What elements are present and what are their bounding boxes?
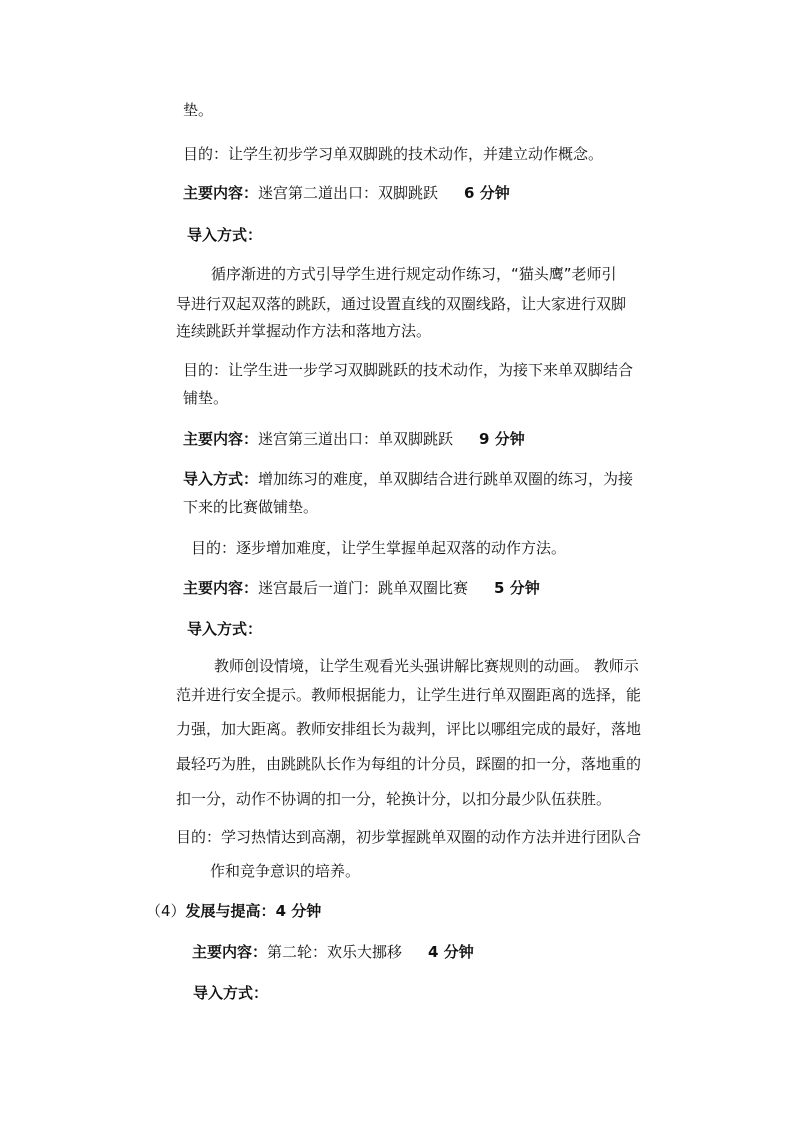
intro-method-heading: 导入方式： — [193, 984, 269, 1002]
intro-method-heading: 导入方式： — [187, 620, 263, 638]
main-content-text: 迷宫第二道出口：双脚跳跃 — [258, 184, 439, 202]
duration-text: 4 分钟 — [428, 943, 474, 961]
duration-text: 4 分钟 — [275, 902, 322, 920]
intro-method-label: 导入方式： — [183, 470, 259, 488]
main-content-label: 主要内容： — [183, 579, 259, 597]
paragraph-line: 作和竞争意识的培养。 — [210, 862, 361, 880]
main-content-label: 主要内容： — [183, 430, 259, 448]
intro-method-text: 增加练习的难度，单双脚结合进行跳单双圈的练习，为接 — [258, 470, 634, 488]
section-title: 发展与提高： — [185, 902, 276, 920]
main-content-line — [183, 183, 510, 203]
paragraph-line: 扣一分，动作不协调的扣一分，轮换计分，以扣分最少队伍获胜。 — [176, 790, 612, 808]
paragraph-line: 下来的比赛做铺垫。 — [183, 498, 319, 516]
main-content-line — [183, 578, 540, 598]
paragraph-line: 循序渐进的方式引导学生进行规定动作练习，“猫头鹰”老师引 — [211, 265, 617, 283]
goal-line: 目的：逐步增加难度，让学生掌握单起双落的动作方法。 — [191, 539, 567, 557]
paragraph-line: 连续跳跃并掌握动作方法和落地方法。 — [176, 322, 432, 340]
section-number: （4） — [146, 902, 186, 920]
paragraph-line: 最轻巧为胜，由跳跳队长作为每组的计分员，踩圈的扣一分，落地重的 — [176, 755, 642, 773]
main-content-label: 主要内容： — [192, 943, 268, 961]
goal-line: 目的：让学生进一步学习双脚跳跃的技术动作，为接下来单双脚结合 — [183, 361, 634, 379]
duration-text: 6 分钟 — [464, 184, 510, 202]
main-content-text: 第二轮：欢乐大挪移 — [267, 943, 403, 961]
duration-text: 9 分钟 — [479, 430, 525, 448]
main-content-label: 主要内容： — [183, 184, 259, 202]
goal-line: 目的：学习热情达到高潮，初步掌握跳单双圈的动作方法并进行团队合 — [176, 828, 642, 846]
paragraph-line: 范并进行安全提示。教师根据能力，让学生进行单双圈距离的选择，能 — [176, 686, 642, 704]
paragraph-line: 力强，加大距离。教师安排组长为裁判，评比以哪组完成的最好，落地 — [176, 720, 642, 738]
main-content-line — [192, 942, 474, 962]
paragraph-line: 垫。 — [183, 101, 214, 119]
paragraph-line: 铺垫。 — [183, 389, 229, 407]
section-heading — [146, 901, 321, 921]
main-content-text: 迷宫最后一道门：跳单双圈比赛 — [258, 579, 469, 597]
intro-method-heading: 导入方式： — [187, 226, 263, 244]
paragraph-line: 教师创设情境，让学生观看光头强讲解比赛规则的动画。 教师示 — [214, 657, 639, 675]
intro-method-line — [183, 469, 633, 489]
paragraph-line: 导进行双起双落的跳跃，通过设置直线的双圈线路，让大家进行双脚 — [176, 295, 627, 313]
duration-text: 5 分钟 — [494, 579, 540, 597]
main-content-text: 迷宫第三道出口：单双脚跳跃 — [258, 430, 454, 448]
main-content-line — [183, 429, 525, 449]
goal-line: 目的：让学生初步学习单双脚跳的技术动作，并建立动作概念。 — [183, 145, 604, 163]
